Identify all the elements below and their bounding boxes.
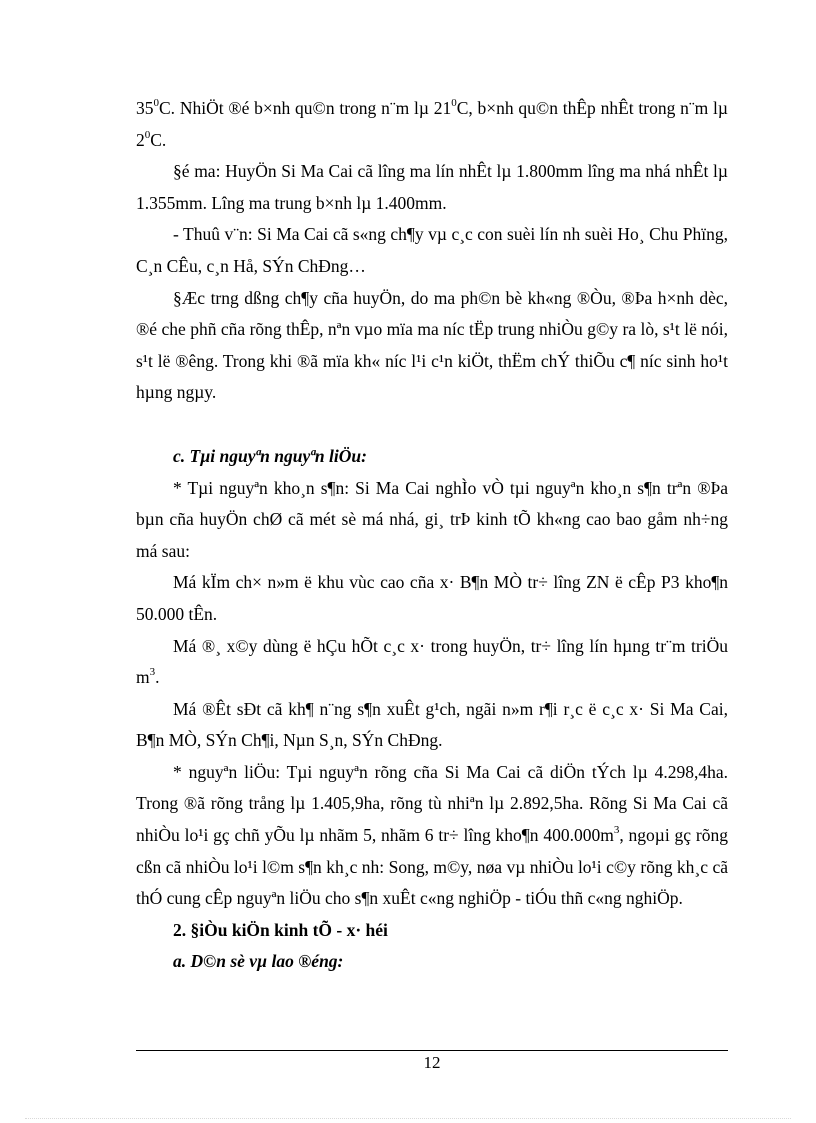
forest-text-end: , ngoµi gç rõng cßn cã nhiÒu lo¹i l©m s¶n kh¸c nh: Song, m©y, nøa vµ nhiÒu lo¹i c©y rõng kh¸c cã thÓ cung cÊp nguyªn liÖu cho s¶n xuÊt c«ng nghiÖp - tiÓu thñ c«ng nghiÖp. xyxy=(136,825,728,909)
temperature-paragraph xyxy=(136,93,728,156)
superscript-cubic: 3 xyxy=(613,824,620,837)
minerals-paragraph: * Tµi nguyªn kho¸n s¶n: Si Ma Cai nghÌo vÒ tµi nguyªn kho¸n s¶n trªn ®Þa bµn cña huyÖn chØ cã mét sè má nhá, gi¸ trÞ kinh tÕ kh«ng cao bao gåm nh÷ng má sau: xyxy=(136,477,728,561)
stone-mine-paragraph xyxy=(136,631,728,694)
footer-divider xyxy=(136,1050,728,1051)
section-heading-socioeconomic: 2. §iÒu kiÖn kinh tÕ - x· héi xyxy=(173,919,388,940)
page-bottom-border xyxy=(25,1118,791,1119)
section-heading-population: a. D©n sè vµ lao ®éng: xyxy=(173,951,344,972)
superscript-cubic: 3 xyxy=(149,666,156,679)
hydrology-paragraph: - Thuû v¨n: Si Ma Cai cã s«ng ch¶y vµ c¸c con suèi lín nh suèi Ho¸ Chu Phïng, C¸n CÊu, c¸n Hå, SÝn ChÐng… xyxy=(136,224,728,276)
superscript-degree: 0 xyxy=(144,128,151,141)
section-heading-resources: c. Tµi nguyªn nguyªn liÖu: xyxy=(173,445,367,466)
stone-mine-end: . xyxy=(155,667,160,688)
temperature-text-2: C. NhiÖt ®é b×nh qu©n trong n¨m lµ 21 xyxy=(159,98,452,118)
superscript-degree: 0 xyxy=(451,97,457,110)
flow-paragraph: §Æc trng dßng ch¶y cña huyÖn, do ma ph©n bè kh«ng ®Òu, ®Þa h×nh dèc, ®é che phñ cña rõng thÊp, nªn vµo mïa ma níc tËp trung nhiÒu g©y ra lò, s¹t lë nói, s¹t lë ®êng. Trong khi ®ã mïa kh« níc l¹i c¹n kiÖt, thËm chÝ thiÕu c¶ níc sinh ho¹t hµng ngµy. xyxy=(136,287,728,403)
forest-text: * nguyªn liÖu: Tµi nguyªn rõng cña Si Ma Cai cã diÖn tÝch lµ 4.298,4ha. Trong ®ã rõng trång lµ 1.405,9ha, rõng tù nhiªn lµ 2.892,5ha. Rõng Si Ma Cai cã nhiÒu lo¹i gç chñ yÕu lµ nhãm 5, nhãm 6 tr÷ lîng kho¶n 400.000m xyxy=(136,761,728,846)
page-number: 12 xyxy=(423,1053,441,1072)
temperature-text-1: 35 xyxy=(136,98,154,118)
temperature-text-4: C. xyxy=(150,129,167,150)
rainfall-paragraph: §é ma: HuyÖn Si Ma Cai cã lîng ma lín nhÊt lµ 1.800mm lîng ma nhá nhÊt lµ 1.355mm. Lîng ma trung b×nh lµ 1.400mm. xyxy=(136,161,728,213)
stone-mine-text: Má ®¸ x©y dùng ë hÇu hÕt c¸c x· trong huyÖn, tr÷ lîng lín hµng tr¨m triÖu m xyxy=(136,635,728,688)
zinc-mine-paragraph: Má kÏm ch× n»m ë khu vùc cao cña x· B¶n MÒ tr÷ lîng ZN ë cÊp P3 kho¶n 50.000 tÊn. xyxy=(136,572,728,624)
temperature-text-3: C, b×nh qu©n thÊp nhÊt trong n¨m lµ 2 xyxy=(136,98,728,150)
clay-mine-paragraph: Má ®Êt sÐt cã kh¶ n¨ng s¶n xuÊt g¹ch, ngãi n»m r¶i r¸c ë c¸c x· Si Ma Cai, B¶n MÒ, SÝn Ch¶i, Nµn S¸n, SÝn ChÐng. xyxy=(136,698,728,751)
superscript-degree: 0 xyxy=(153,97,159,110)
forest-paragraph xyxy=(136,757,728,915)
paragraph-gap xyxy=(136,409,728,441)
page-body xyxy=(136,93,728,978)
